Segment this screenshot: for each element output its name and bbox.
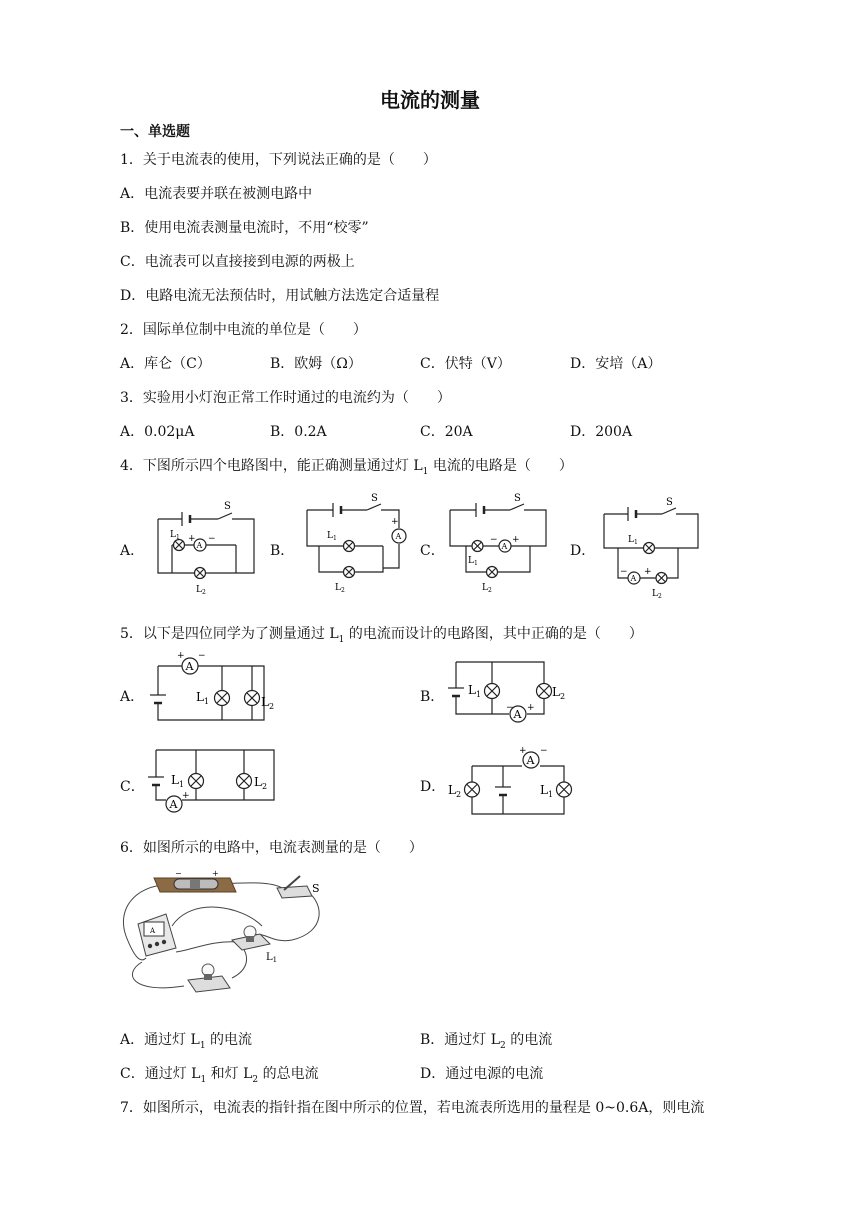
q6-option-b: B．通过灯 $L_2$ 的电流 [420, 1032, 553, 1051]
svg-text:A: A [185, 660, 194, 673]
q4-circuit-c [446, 490, 556, 600]
svg-text:L2: $L_2$ [552, 685, 566, 701]
svg-text:+: + [527, 703, 535, 713]
svg-text:+: + [644, 567, 652, 577]
svg-text:−: − [540, 746, 548, 756]
q2-option-b: B．欧姆（Ω） [270, 356, 362, 372]
svg-text:−: − [506, 703, 514, 713]
q4-option-a: A． [120, 543, 145, 559]
q3-option-a: A．0.02μA [120, 424, 195, 440]
svg-text:L2: $L_2$ [482, 583, 492, 594]
ammeter-a-label: A [196, 541, 203, 550]
svg-text:L1: $L_1$ [266, 952, 278, 964]
svg-text:+: + [177, 651, 185, 661]
q5-circuit-d [446, 744, 591, 824]
q4-circuit-a [152, 495, 262, 605]
q1-option-d: D．电路电流无法预估时，用试触方法选定合适量程 [120, 288, 440, 304]
svg-text:S: S [514, 493, 521, 504]
svg-text:L1: $L_1$ [628, 535, 638, 546]
svg-text:L1: $L_1$ [196, 690, 210, 706]
q6-ammeter-label: A [150, 927, 156, 935]
q3-option-b: B．0.2A [270, 424, 327, 440]
svg-text:A: A [526, 754, 535, 767]
lamp-l2-label: $L_2$ [196, 585, 206, 596]
q5-option-a: A． [120, 689, 145, 705]
q5-circuit-a [144, 650, 289, 730]
svg-text:S: S [666, 497, 673, 508]
svg-text:L1: $L_1$ [171, 773, 185, 789]
q6-physical-circuit [112, 866, 337, 1006]
q5-circuit-b [446, 652, 591, 732]
svg-text:+: + [391, 517, 399, 527]
svg-text:+: + [512, 535, 520, 545]
svg-text:L2: $L_2$ [335, 583, 345, 594]
q4-option-b: B． [270, 543, 295, 559]
q1-option-b: B．使用电流表测量电流时，不用“校零” [120, 220, 369, 236]
q2-option-d: D．安培（A） [570, 356, 662, 372]
svg-text:L2: $L_2$ [652, 589, 662, 600]
ammeter-minus: − [208, 534, 216, 544]
q3-option-d: D．200A [570, 424, 633, 440]
q1-stem: 1．关于电流表的使用，下列说法正确的是（ ） [120, 152, 437, 168]
switch-label-s: S [224, 501, 231, 512]
svg-text:−: − [490, 535, 498, 545]
q4-option-c: C． [420, 543, 445, 559]
q6-option-d: D．通过电源的电流 [420, 1066, 544, 1082]
q4-circuit-b [303, 490, 413, 600]
q6-option-a: A．通过灯 $L_1$ 的电流 [120, 1032, 253, 1051]
svg-text:L1: $L_1$ [327, 531, 337, 542]
svg-text:+: + [519, 746, 527, 756]
svg-text:A: A [513, 708, 522, 721]
section-heading: 一、单选题 [120, 124, 190, 140]
q2-stem: 2．国际单位制中电流的单位是（ ） [120, 322, 367, 338]
q7-stem: 7．如图所示，电流表的指针指在图中所示的位置，若电流表所选用的量程是 0~0.6A，则电流 [120, 1100, 705, 1116]
svg-text:A: A [501, 542, 508, 551]
svg-text:L1: $L_1$ [468, 556, 478, 567]
lamp-l1-label: $L_1$ [170, 530, 180, 541]
q5-option-b: B． [420, 689, 445, 705]
q5-circuit-c [144, 740, 289, 820]
svg-text:A: A [395, 532, 402, 541]
svg-text:A: A [169, 798, 178, 811]
svg-text:−: − [175, 869, 182, 878]
svg-text:L2: $L_2$ [261, 695, 275, 711]
page-title: 电流的测量 [380, 88, 480, 112]
q3-stem: 3．实验用小灯泡正常工作时通过的电流约为（ ） [120, 390, 451, 406]
svg-text:+: + [182, 791, 190, 801]
q5-stem: 5．以下是四位同学为了测量通过 $L_1$ 的电流而设计的电路图，其中正确的是（ ） [120, 626, 643, 645]
svg-text:L2: $L_2$ [254, 775, 268, 791]
svg-text:L2: $L_2$ [448, 783, 462, 799]
svg-text:+: + [212, 869, 219, 878]
q6-switch-label: S [312, 882, 320, 895]
q2-option-a: A．库仑（C） [120, 356, 211, 372]
q4-stem: 4．下图所示四个电路图中，能正确测量通过灯 $L_1$ 电流的电路是（ ） [120, 458, 573, 477]
q3-option-c: C．20A [420, 424, 473, 440]
svg-text:S: S [371, 493, 378, 504]
q5-option-c: C． [120, 779, 145, 795]
svg-text:L1: $L_1$ [540, 783, 554, 799]
q6-option-c: C．通过灯 $L_1$ 和灯 $L_2$ 的总电流 [120, 1066, 319, 1085]
ammeter-plus: + [188, 534, 196, 544]
svg-text:L1: $L_1$ [468, 683, 482, 699]
q1-option-a: A．电流表要并联在被测电路中 [120, 186, 313, 202]
q4-option-d: D． [570, 543, 596, 559]
svg-text:−: − [620, 567, 628, 577]
q4-circuit-d [600, 492, 710, 602]
q2-option-c: C．伏特（V） [420, 356, 511, 372]
svg-text:A: A [630, 574, 637, 583]
q1-option-c: C．电流表可以直接接到电源的两极上 [120, 254, 355, 270]
q5-option-d: D． [420, 779, 446, 795]
svg-text:−: − [198, 651, 206, 661]
q6-stem: 6．如图所示的电路中，电流表测量的是（ ） [120, 840, 423, 856]
